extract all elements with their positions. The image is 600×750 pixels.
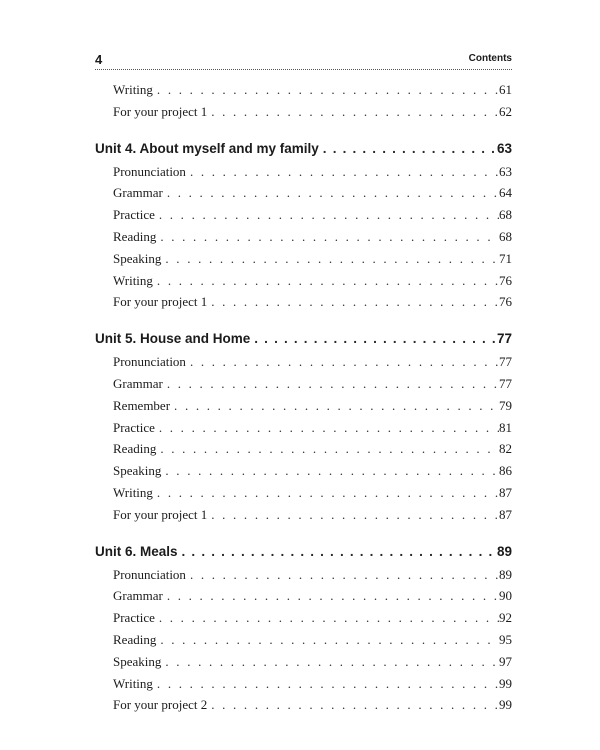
toc-entry bbox=[95, 395, 512, 417]
toc-entry bbox=[95, 226, 512, 248]
dot-leader bbox=[207, 291, 499, 313]
dot-leader bbox=[163, 373, 499, 395]
dot-leader bbox=[207, 101, 499, 123]
toc-page-number: 77 bbox=[499, 354, 512, 370]
toc-entry bbox=[95, 460, 512, 482]
table-of-contents bbox=[95, 79, 512, 716]
toc-entry-label: For your project 1 bbox=[113, 103, 208, 119]
toc-entry bbox=[95, 373, 512, 395]
dot-leader bbox=[153, 270, 499, 292]
toc-page-number: 71 bbox=[499, 250, 512, 266]
toc-entry-label: Practice bbox=[113, 419, 155, 435]
dot-leader bbox=[207, 694, 499, 716]
toc-page-number: 87 bbox=[499, 506, 512, 522]
toc-page-number: 68 bbox=[499, 228, 512, 244]
toc-entry-label: Pronunciation bbox=[113, 566, 186, 582]
toc-page-number: 77 bbox=[496, 331, 512, 347]
toc-entry bbox=[95, 101, 512, 123]
toc-entry bbox=[95, 585, 512, 607]
toc-unit-heading bbox=[95, 540, 512, 564]
toc-entry-label: Writing bbox=[113, 484, 153, 500]
dot-leader bbox=[250, 327, 497, 351]
dot-leader bbox=[161, 651, 499, 673]
toc-entry bbox=[95, 417, 512, 439]
dot-leader bbox=[155, 607, 499, 629]
toc-entry-label: Writing bbox=[113, 675, 153, 691]
toc-entry bbox=[95, 651, 512, 673]
dot-leader bbox=[186, 351, 499, 373]
dot-leader bbox=[319, 137, 497, 161]
dot-leader bbox=[163, 182, 499, 204]
toc-page-number: 79 bbox=[499, 397, 512, 413]
toc-entry bbox=[95, 438, 512, 460]
toc-page-number: 87 bbox=[499, 484, 512, 500]
toc-unit-heading bbox=[95, 137, 512, 161]
toc-entry bbox=[95, 248, 512, 270]
toc-entry-label: Pronunciation bbox=[113, 163, 186, 179]
dot-leader bbox=[155, 204, 499, 226]
toc-entry-label: Grammar bbox=[113, 185, 163, 201]
toc-entry-label: Reading bbox=[113, 228, 157, 244]
dot-leader bbox=[155, 417, 499, 439]
toc-page-number: 95 bbox=[499, 631, 512, 647]
toc-page-number: 76 bbox=[499, 272, 512, 288]
toc-entry-label: Practice bbox=[113, 610, 155, 626]
dot-leader bbox=[163, 585, 499, 607]
toc-page-number: 81 bbox=[499, 419, 512, 435]
toc-entry-label: Pronunciation bbox=[113, 354, 186, 370]
toc-page-number: 97 bbox=[499, 653, 512, 669]
toc-entry bbox=[95, 564, 512, 586]
dot-leader bbox=[153, 482, 499, 504]
toc-page-number: 86 bbox=[499, 463, 512, 479]
toc-page-number: 62 bbox=[499, 103, 512, 119]
toc-page-number: 99 bbox=[499, 675, 512, 691]
dot-leader bbox=[161, 248, 499, 270]
toc-entry-label: Reading bbox=[113, 631, 157, 647]
toc-entry-label: Speaking bbox=[113, 250, 162, 266]
running-title: Contents bbox=[468, 53, 512, 64]
toc-entry-label: Practice bbox=[113, 207, 155, 223]
page-header bbox=[95, 52, 512, 70]
dot-leader bbox=[186, 564, 499, 586]
toc-page-number: 68 bbox=[499, 207, 512, 223]
toc-page-number: 89 bbox=[499, 566, 512, 582]
dot-leader bbox=[161, 460, 499, 482]
toc-entry-label: Reading bbox=[113, 441, 157, 457]
toc-entry-label: Speaking bbox=[113, 463, 162, 479]
page-number: 4 bbox=[95, 52, 103, 67]
toc-entry-label: For your project 2 bbox=[113, 697, 208, 713]
toc-entry-label: Unit 4. About myself and my family bbox=[95, 140, 319, 156]
toc-entry bbox=[95, 351, 512, 373]
toc-entry bbox=[95, 291, 512, 313]
toc-page-number: 92 bbox=[499, 610, 512, 626]
toc-page-number: 77 bbox=[499, 375, 512, 391]
toc-entry bbox=[95, 629, 512, 651]
toc-unit-heading bbox=[95, 327, 512, 351]
toc-page-number: 64 bbox=[499, 185, 512, 201]
toc-entry-label: Unit 5. House and Home bbox=[95, 331, 251, 347]
dot-leader bbox=[186, 161, 499, 183]
toc-entry bbox=[95, 694, 512, 716]
toc-entry-label: Unit 6. Meals bbox=[95, 543, 178, 559]
toc-page-number: 63 bbox=[496, 140, 512, 156]
toc-entry-label: Writing bbox=[113, 82, 153, 97]
toc-entry bbox=[95, 182, 512, 204]
toc-entry bbox=[95, 204, 512, 226]
toc-page-number: 89 bbox=[496, 543, 512, 559]
toc-entry bbox=[95, 270, 512, 292]
toc-entry bbox=[95, 79, 512, 101]
toc-entry bbox=[95, 161, 512, 183]
dot-leader bbox=[178, 540, 497, 564]
dot-leader bbox=[170, 395, 499, 417]
toc-page-number: 61 bbox=[499, 82, 512, 97]
toc-entry bbox=[95, 607, 512, 629]
dot-leader bbox=[153, 673, 499, 695]
toc-entry-label: Speaking bbox=[113, 653, 162, 669]
toc-page-number: 63 bbox=[499, 163, 512, 179]
toc-page-number: 99 bbox=[499, 697, 512, 713]
toc-entry-label: Remember bbox=[113, 397, 171, 413]
toc-entry bbox=[95, 482, 512, 504]
dot-leader bbox=[156, 438, 499, 460]
toc-page-number: 76 bbox=[499, 294, 512, 310]
toc-page-number: 90 bbox=[499, 588, 512, 604]
dot-leader bbox=[153, 79, 499, 101]
toc-entry-label: Grammar bbox=[113, 588, 163, 604]
toc-entry-label: Writing bbox=[113, 272, 153, 288]
toc-page-number: 82 bbox=[499, 441, 512, 457]
dot-leader bbox=[156, 629, 499, 651]
toc-entry-label: For your project 1 bbox=[113, 294, 208, 310]
toc-entry bbox=[95, 673, 512, 695]
dot-leader bbox=[156, 226, 499, 248]
toc-entry-label: Grammar bbox=[113, 375, 163, 391]
toc-entry bbox=[95, 504, 512, 526]
toc-entry-label: For your project 1 bbox=[113, 506, 208, 522]
dot-leader bbox=[207, 504, 499, 526]
